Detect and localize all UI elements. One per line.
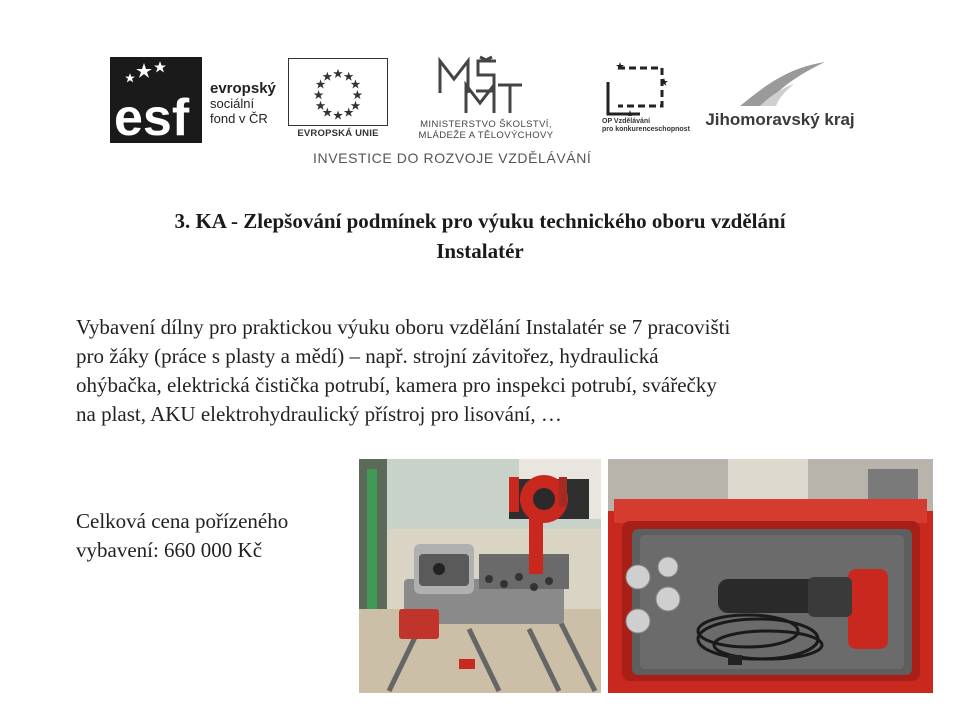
equipment-description [76,313,896,429]
title-line-2: Instalatér [436,239,524,263]
title-line-1: 3. KA - Zlepšování podmínek pro výuku technického oboru vzdělání [174,209,786,233]
total-price [76,507,366,565]
svg-text:esf: esf [114,89,190,143]
op-mark-icon [600,58,672,116]
tool-case-illustration [608,459,933,693]
pipe-threading-machine-photo [359,459,601,693]
price-line-2: vybavení: 660 000 Kč [76,538,263,562]
esf-line-1: evropský [210,80,276,97]
eu-logo [288,58,388,140]
eu-flag-icon [288,58,388,126]
op-logo [592,58,690,140]
msmt-caption [396,119,576,141]
description-line: pro žáky (práce s plasty a mědí) – např. strojní závitořez, hydraulická [76,344,659,368]
investice-tagline: INVESTICE DO ROZVOJE VZDĚLÁVÁNÍ [313,150,592,166]
threading-machine-illustration [359,459,601,693]
description-line: na plast, AKU elektrohydraulický přístroj pro lisování, … [76,402,562,426]
op-caption [602,118,692,134]
hydraulic-press-tool-case-photo [608,459,933,693]
esf-mark-icon [110,57,202,143]
msmt-line-2: MLÁDEŽE A TĚLOVÝCHOVY [418,130,554,141]
description-line: Vybavení dílny pro praktickou výuku oboru vzdělání Instalatér se 7 pracovišti [76,315,731,339]
esf-line-3: fond v ČR [210,111,268,126]
msmt-mark-icon [436,55,526,117]
eu-caption: EVROPSKÁ UNIE [297,128,379,139]
esf-caption [210,81,276,126]
op-line-1: OP Vzdělávání [602,118,651,125]
jmk-logo [700,60,860,150]
op-line-2: pro konkurenceschopnost [602,126,690,133]
slide-title [60,206,900,266]
logo-strip [0,0,960,180]
jmk-name: Jihomoravský kraj [705,110,855,129]
description-line: ohýbačka, elektrická čistička potrubí, kamera pro inspekci potrubí, svářečky [76,373,717,397]
esf-logo [110,57,280,143]
msmt-line-1: MINISTERSTVO ŠKOLSTVÍ, [420,119,552,130]
jmk-swoosh-icon [730,60,830,108]
price-line-1: Celková cena pořízeného [76,509,289,533]
msmt-logo [396,55,576,145]
esf-line-2: sociální [210,96,255,111]
